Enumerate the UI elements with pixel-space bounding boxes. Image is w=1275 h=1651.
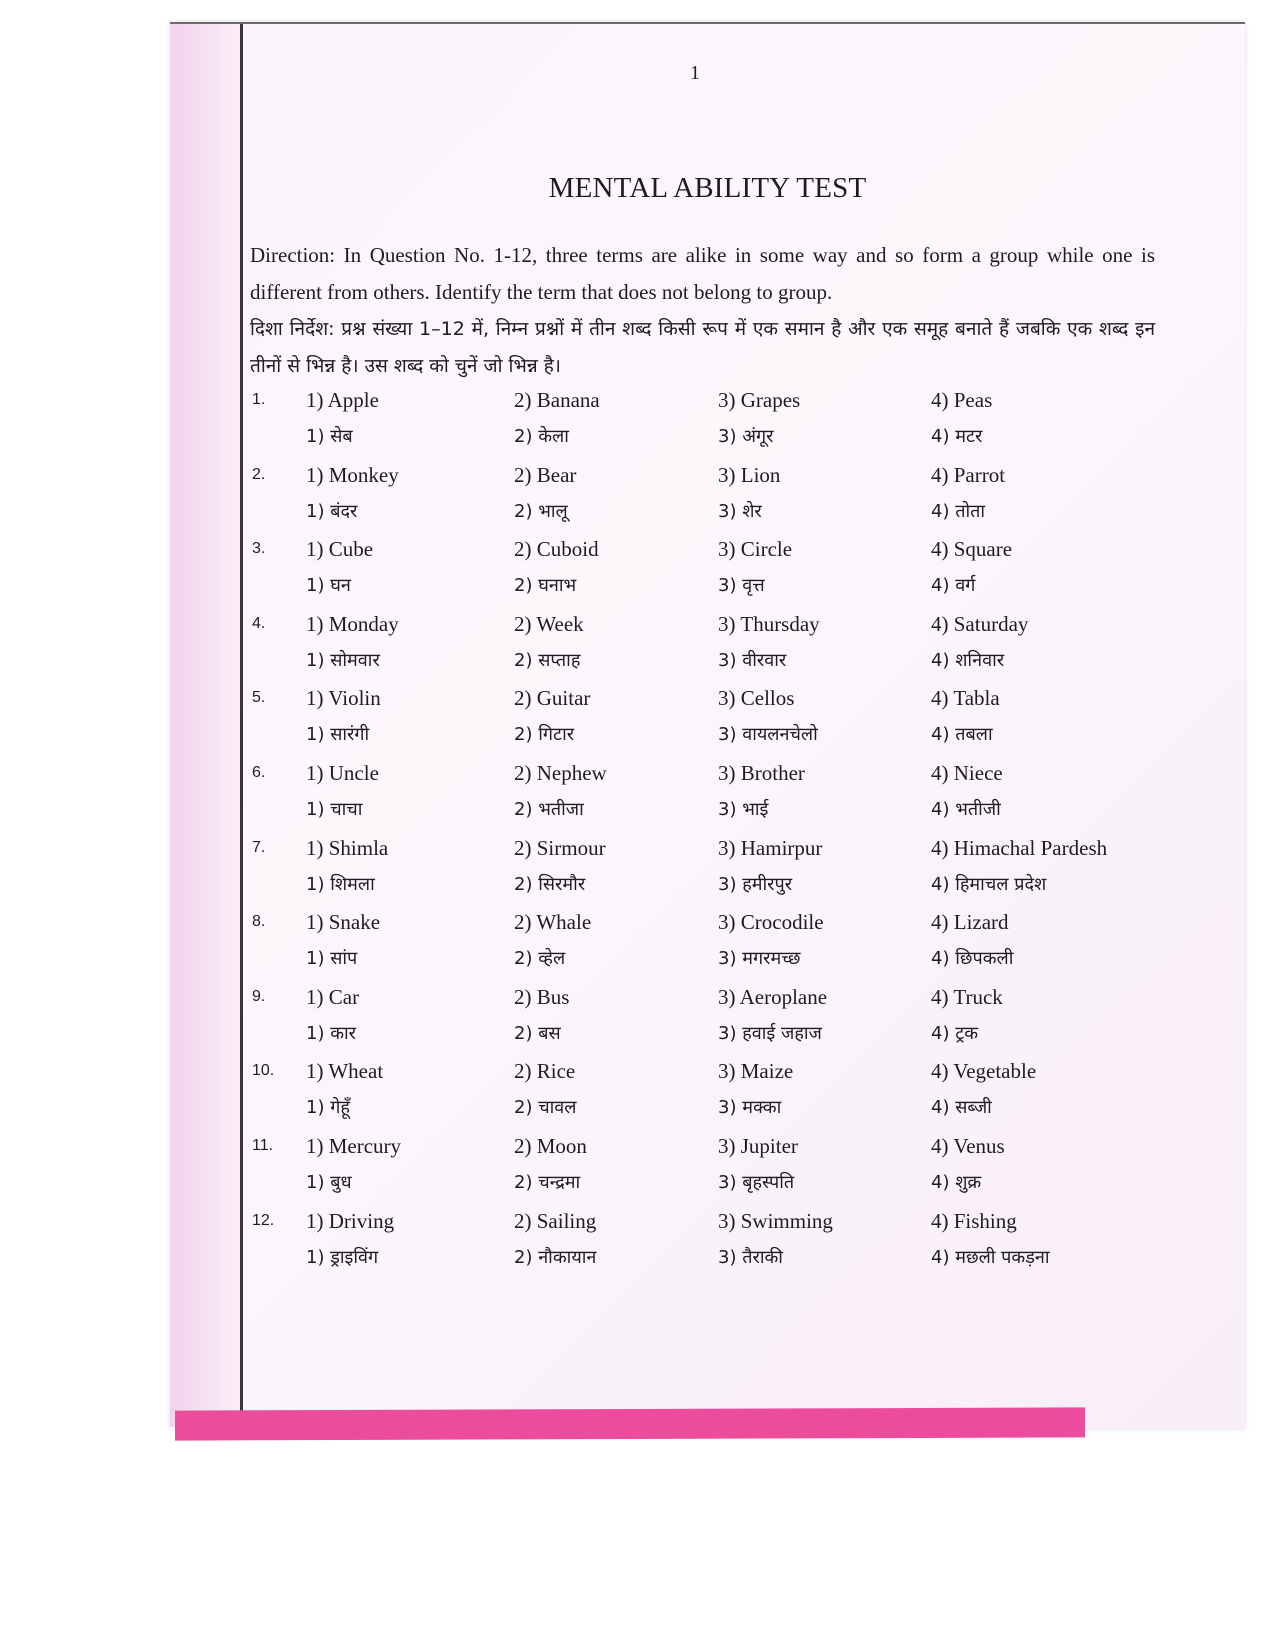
option-2: 2) व्हेल (514, 948, 566, 970)
option-3: 3) Hamirpur (718, 835, 823, 860)
option-4: 4) ट्रक (931, 1022, 979, 1044)
option-4: 4) Parrot (931, 462, 1006, 487)
option-2: 2) Rice (514, 1059, 576, 1084)
option-2: 2) केला (514, 426, 569, 447)
option-4: 4) शनिवार (931, 649, 1005, 671)
pink-page-edge (175, 1407, 1085, 1440)
options-hindi (252, 797, 1152, 831)
question-number: 11. (252, 1136, 274, 1154)
option-4: 4) वर्ग (931, 575, 976, 597)
option-2: 2) बस (514, 1022, 561, 1044)
options-english (252, 463, 1152, 497)
option-3: 3) मक्का (718, 1097, 782, 1119)
option-1: 1) Violin (306, 686, 381, 711)
option-1: 1) Mercury (306, 1133, 402, 1158)
question-item (252, 388, 1152, 463)
option-2: 2) भतीजा (514, 798, 584, 820)
option-2: 2) सप्ताह (514, 649, 581, 671)
option-4: 4) Niece (931, 760, 1003, 785)
option-2: 2) Sirmour (514, 835, 606, 860)
option-3: 3) वीरवार (718, 649, 787, 671)
option-3: 3) हवाई जहाज (718, 1022, 822, 1044)
page-number: 1 (690, 62, 700, 84)
page-title: MENTAL ABILITY TEST (548, 172, 867, 204)
question-number: 5. (252, 689, 266, 707)
option-1: 1) Uncle (306, 760, 379, 785)
options-hindi (252, 573, 1152, 607)
question-item (252, 761, 1152, 836)
option-1: 1) Driving (306, 1208, 395, 1233)
question-item (252, 1134, 1152, 1209)
question-number: 7. (252, 838, 266, 856)
option-4: 4) भतीजी (931, 798, 1001, 820)
option-1: 1) Monkey (306, 462, 399, 487)
option-1: 1) बंदर (306, 500, 358, 522)
option-3: 3) वायलनचेलो (718, 724, 818, 746)
options-hindi (252, 648, 1152, 682)
option-1: 1) सारंगी (306, 724, 370, 746)
option-4: 4) Tabla (931, 686, 1000, 711)
question-item (252, 836, 1152, 911)
option-4: 4) Himachal Pardesh (931, 835, 1108, 860)
option-2: 2) Guitar (514, 686, 591, 711)
option-2: 2) Bear (514, 462, 577, 487)
option-1: 1) Snake (306, 910, 381, 935)
option-1: 1) बुध (306, 1171, 352, 1193)
option-2: 2) Cuboid (514, 537, 599, 562)
option-4: 4) तबला (931, 724, 993, 746)
option-2: 2) Banana (514, 388, 600, 412)
question-item (252, 910, 1152, 985)
option-3: 3) शेर (718, 500, 762, 522)
question-number: 6. (252, 763, 266, 781)
option-1: 1) Car (306, 984, 360, 1009)
options-english (252, 686, 1152, 720)
options-english (252, 1209, 1152, 1243)
option-4: 4) Saturday (931, 611, 1029, 636)
options-hindi (252, 1170, 1152, 1204)
options-hindi (252, 424, 1152, 458)
question-number: 3. (252, 540, 266, 558)
option-4: 4) शुक्र (931, 1171, 982, 1193)
option-2: 2) घनाभ (514, 575, 577, 597)
options-english (252, 985, 1152, 1019)
option-1: 1) सोमवार (306, 649, 380, 671)
option-1: 1) शिमला (306, 873, 375, 895)
option-2: 2) भालू (514, 500, 568, 522)
question-item (252, 612, 1152, 687)
option-2: 2) गिटार (514, 724, 575, 746)
option-2: 2) नौकायान (514, 1246, 597, 1268)
option-1: 1) सेब (306, 426, 353, 447)
direction-english: Direction: In Question No. 1-12, three terms are alike in some way and so form a group while one is different from others. Identify the term that does not belong to group. (250, 243, 1155, 304)
option-1: 1) Wheat (306, 1059, 384, 1084)
option-2: 2) Nephew (514, 760, 607, 785)
option-1: 1) गेहूँ (306, 1097, 350, 1119)
options-hindi (252, 1245, 1152, 1279)
option-1: 1) Cube (306, 537, 374, 562)
options-english (252, 1059, 1152, 1093)
direction-hindi: दिशा निर्देश: प्रश्न संख्या 1–12 में, निम्न प्रश्नों में तीन शब्द किसी रूप में एक समान है और एक समूह बनाते हैं जबकि एक शब्द इन तीनों से भिन्न है। उस शब्द को चुनें जो भिन्न है। (250, 318, 1155, 377)
option-3: 3) Grapes (718, 388, 801, 412)
option-4: 4) Vegetable (931, 1059, 1037, 1084)
option-2: 2) चन्द्रमा (514, 1171, 581, 1193)
question-item (252, 985, 1152, 1060)
option-4: 4) Fishing (931, 1208, 1017, 1233)
option-3: 3) अंगूर (718, 426, 774, 447)
question-number: 10. (252, 1062, 275, 1080)
option-3: 3) तैराकी (718, 1246, 783, 1268)
option-1: 1) Monday (306, 611, 399, 636)
options-english (252, 836, 1152, 870)
question-item (252, 537, 1152, 612)
option-2: 2) Sailing (514, 1208, 597, 1233)
options-english (252, 761, 1152, 795)
option-3: 3) Lion (718, 462, 781, 487)
option-2: 2) सिरमौर (514, 873, 586, 895)
option-3: 3) Circle (718, 537, 793, 562)
question-list (252, 388, 1152, 1283)
option-3: 3) वृत्त (718, 575, 765, 597)
option-2: 2) Week (514, 611, 584, 636)
option-4: 4) हिमाचल प्रदेश (931, 873, 1047, 895)
question-number: 8. (252, 913, 266, 931)
question-item (252, 1209, 1152, 1284)
option-3: 3) Crocodile (718, 910, 824, 935)
option-4: 4) मटर (931, 426, 983, 447)
option-2: 2) Bus (514, 984, 570, 1009)
question-number: 2. (252, 465, 266, 483)
binding-line (240, 24, 243, 1429)
option-3: 3) Brother (718, 760, 805, 785)
option-3: 3) हमीरपुर (718, 873, 793, 895)
question-number: 4. (252, 614, 266, 632)
option-4: 4) Truck (931, 984, 1003, 1009)
option-1: 1) कार (306, 1022, 357, 1044)
option-3: 3) Jupiter (718, 1133, 798, 1158)
option-4: 4) Peas (931, 388, 993, 412)
question-number: 12. (252, 1211, 275, 1229)
options-english (252, 1134, 1152, 1168)
option-1: 1) ड्राइविंग (306, 1246, 379, 1268)
option-4: 4) मछली पकड़ना (931, 1246, 1050, 1268)
options-english (252, 388, 1152, 422)
option-2: 2) Moon (514, 1133, 587, 1158)
option-3: 3) Aeroplane (718, 984, 828, 1009)
question-item (252, 1059, 1152, 1134)
question-number: 9. (252, 987, 266, 1005)
binding-margin (170, 24, 240, 1427)
option-1: 1) सांप (306, 948, 358, 970)
option-2: 2) Whale (514, 910, 592, 935)
option-4: 4) सब्जी (931, 1097, 992, 1119)
option-4: 4) Venus (931, 1133, 1005, 1158)
question-number: 1. (252, 391, 266, 408)
option-4: 4) छिपकली (931, 948, 1014, 970)
options-hindi (252, 1095, 1152, 1129)
option-3: 3) Cellos (718, 686, 795, 711)
option-3: 3) Thursday (718, 611, 820, 636)
question-item (252, 686, 1152, 761)
option-2: 2) चावल (514, 1097, 577, 1119)
option-3: 3) बृहस्पति (718, 1171, 795, 1193)
option-1: 1) घन (306, 575, 351, 597)
option-1: 1) Shimla (306, 835, 389, 860)
options-english (252, 612, 1152, 646)
option-4: 4) Lizard (931, 910, 1009, 935)
options-english (252, 910, 1152, 944)
option-3: 3) Maize (718, 1059, 794, 1084)
option-1: 1) Apple (306, 388, 379, 412)
option-4: 4) तोता (931, 500, 986, 522)
options-hindi (252, 946, 1152, 980)
option-3: 3) Swimming (718, 1208, 833, 1233)
options-hindi (252, 722, 1152, 756)
option-1: 1) चाचा (306, 798, 363, 820)
options-hindi (252, 499, 1152, 533)
options-hindi (252, 1021, 1152, 1055)
options-english (252, 537, 1152, 571)
options-hindi (252, 872, 1152, 906)
option-3: 3) मगरमच्छ (718, 948, 801, 970)
question-item (252, 463, 1152, 538)
option-4: 4) Square (931, 537, 1013, 562)
option-3: 3) भाई (718, 798, 769, 820)
